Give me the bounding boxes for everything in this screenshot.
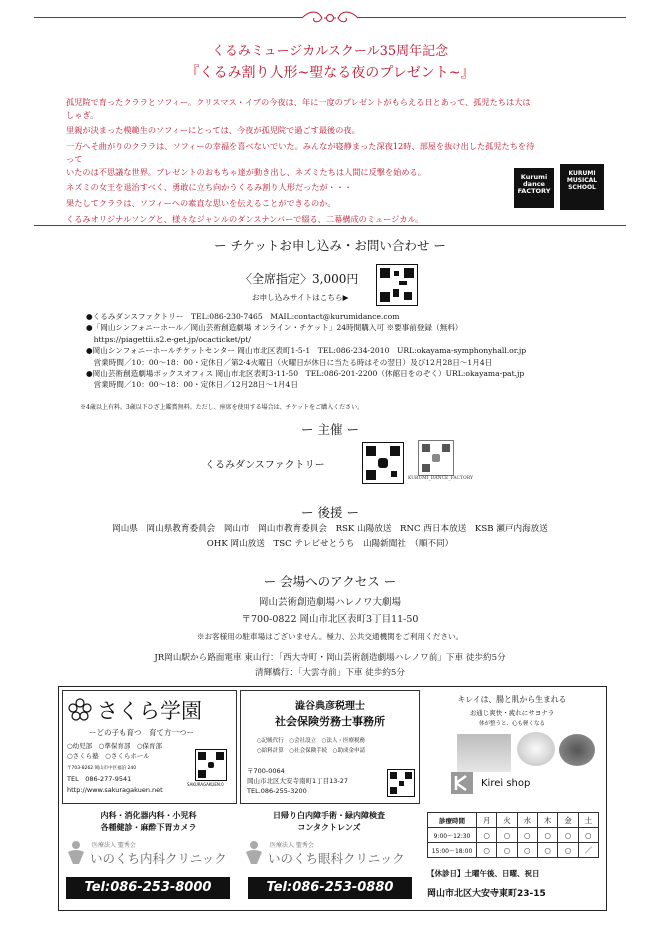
- kirei-product-photo: [457, 734, 511, 772]
- support-line: OHK 岡山放送 TSC テレビせとうち 山陽新聞社 （順不同）: [206, 539, 454, 550]
- parking-note: ※お客様用の駐車場はございません。極力、公共交通機関をご利用ください。: [196, 632, 464, 641]
- inokuchi-naika-ad: [62, 806, 235, 905]
- route-line: JR岡山駅から路面電車 東山行：「西大寺町・岡山芸術創造劇場ハレノワ前」下車 徒歩約5分: [154, 653, 506, 663]
- sakura-tagline: ーどの子も育つ 育て方一つー: [89, 728, 194, 737]
- story-line: ネズミの女王を退治すべく、勇敢に立ち向かうくるみ割り人形だったが・・・: [66, 182, 353, 193]
- sakura-flower-icon: [67, 697, 93, 723]
- support-heading: ー 後援 ー: [301, 505, 359, 520]
- story-line: 孤児院で育ったクララとソフィー。クリスマス・イブの今夜は、年に一度のプレゼントがもらえる日とあって、孤児たちは大はしゃぎ。: [66, 97, 531, 120]
- hours-row: 15:00〜18:00 ○ ○ ○ ○ ○ ／: [428, 843, 599, 858]
- event-title-line1: くるみミュージカルスクール35周年記念: [211, 44, 449, 59]
- kirei-sub2: 体が整うと、心も軽くなる: [478, 721, 545, 727]
- ticket-info-line: ●くるみダンスファクトリー TEL:086-230-7465 MAIL:contact@kurumidance.com: [86, 312, 400, 321]
- instagram-qr-code[interactable]: [418, 440, 454, 476]
- top-divider-right: [358, 17, 626, 18]
- ticket-info-line: ●「岡山シンフォニーホール／岡山芸術創造劇場 オンライン・チケット」24時間購入可 ※要事前登録（無料）: [86, 323, 463, 333]
- ticket-info-line: 営業時間／10：00～18：00・定休日／第2·4火曜日（火曜日が休日に当たる時はその翌日）及び12月28日～1月4日: [86, 357, 493, 367]
- story-text: [66, 96, 536, 225]
- story-line: 里親が決まった模範生のソフィーにとっては、今夜が孤児院で過ごす最後の夜。: [66, 125, 360, 136]
- naika-departments: 内科・消化器内科・小児科: [100, 811, 197, 820]
- organizer-name: くるみダンスファクトリー: [205, 460, 325, 471]
- organizer-heading: ー 主催 ー: [301, 422, 359, 437]
- clinic-person-icon: [66, 840, 86, 866]
- kurumi-dance-factory-logo: Kurumi dance FACTORY: [514, 168, 554, 208]
- sakura-name: さくら学園: [97, 699, 202, 723]
- shibutani-office-ad: [240, 690, 420, 804]
- naika-phone[interactable]: Tel:086-253-8000: [66, 877, 230, 899]
- shibutani-qr-code[interactable]: [387, 769, 415, 797]
- event-title-line2: 『くるみ割り人形~聖なる夜のプレゼント~』: [185, 65, 475, 81]
- venue-address: 〒700-0822 岡山市北区表町3丁目11-50: [241, 614, 419, 625]
- ticket-info-list: [86, 311, 606, 391]
- naika-corp: 医療法人 聖秀会: [92, 842, 136, 849]
- clinic-hours-panel: [423, 806, 601, 905]
- route-line: 清輝橋行：「大雲寺前」下車 徒歩約5分: [255, 668, 405, 678]
- story-line: 一方へそ曲がりのクララは、ソフィーの幸福を喜べないでいた。みんなが寝静まった深夜12時、部屋を抜け出した孤児たちを待って: [66, 141, 535, 164]
- kurumi-musical-school-logo: KURUMI MUSICAL SCHOOL: [560, 164, 604, 210]
- age-note: ※4歳以上有料。3歳以下ひざ上鑑賞無料。ただし、座席を使用する場合は、チケットをご購入ください。: [80, 404, 364, 411]
- naika-services: 各種健診・麻酔下胃カメラ: [100, 823, 197, 832]
- tickets-heading: ー チケットお申し込み・お問い合わせ ー: [214, 238, 446, 253]
- ganka-name: いのくち眼科クリニック: [268, 851, 405, 866]
- line-qr-code[interactable]: [362, 442, 404, 484]
- kirei-sub1: お通じ爽快・疲れにサヨナラ: [469, 709, 555, 717]
- ticket-info-line: ●岡山シンフォニーホールチケットセンター 岡山市北区表町1-5-1 TEL:086-234-2010 URL:okayama-symphonyhall.or.jp: [86, 346, 527, 356]
- shibutani-services: ○記帳代行 ○会社設立 ○法人・医療税務 ○給料計算 ○社会保険手続 ○助成金申請: [257, 738, 365, 754]
- section-divider: [34, 225, 626, 226]
- ganka-corp: 医療法人 聖秀会: [270, 842, 314, 849]
- kirei-bowl-photo: [559, 734, 595, 766]
- ticket-url-link[interactable]: https://piagettii.s2.e-get.jp/ocacticket/pt/: [86, 334, 251, 344]
- kirei-headline: キレイは、腸と肌から生まれる: [457, 695, 567, 704]
- sakura-gakuen-ad: [62, 690, 237, 804]
- access-heading: ー 会場へのアクセス ー: [263, 574, 397, 589]
- clinic-person-icon: [244, 840, 264, 866]
- kirei-shop-name: Kirei shop: [481, 778, 531, 789]
- sakura-address: 〒703-8262 岡山市中区福泊 240: [67, 766, 137, 771]
- sakura-services: ○幼児部 ○準保育部 ○保育部 ○さくら塾 ○さくらホール: [67, 742, 163, 761]
- support-line: 岡山県 岡山県教育委員会 岡山市 岡山市教育委員会 RSK 山陽放送 RNC 西日本放送 KSB 瀬戸内海放送: [112, 524, 548, 534]
- ganka-phone[interactable]: Tel:086-253-0880: [248, 877, 412, 899]
- inokuchi-ganka-ad: [240, 806, 418, 905]
- closed-days: 【休診日】土曜午後、日曜、祝日: [427, 869, 540, 878]
- sakura-url[interactable]: http://www.sakuragakuen.net: [67, 786, 163, 794]
- ticket-info-line: 営業時間／10：00～18：00・定休日／12月28日～1月4日: [86, 380, 298, 390]
- venue-name: 岡山芸術創造劇場ハレノワ大劇場: [258, 597, 402, 608]
- kirei-logo-icon: [451, 772, 473, 794]
- hours-row: 9:00〜12:30 ○ ○ ○ ○ ○ ○: [428, 828, 599, 843]
- ticket-info-line: ●岡山芸術創造劇場ボックスオフィス 岡山市北区表町3-11-50 TEL:086-201-2200（休館日をのぞく）URL:okayama-pat.jp: [86, 368, 525, 378]
- clinic-address: 岡山市北区大安寺東町23-15: [427, 889, 546, 899]
- ticket-qr-code[interactable]: [376, 264, 418, 306]
- shibutani-contact: 〒700-0064 岡山市北区大安寺南町1丁目13-27 TEL.086-255-3200: [247, 767, 349, 795]
- apply-site-link[interactable]: お申し込みサイトはこちら▶: [252, 293, 349, 302]
- shibutani-title2: 社会保険労務士事務所: [275, 715, 385, 728]
- clinic-hours-table: [427, 812, 599, 858]
- ticket-price: 〈全席指定〉3,000円: [240, 272, 359, 286]
- flourish-ornament-icon: [300, 8, 360, 28]
- shibutani-title1: 澁谷典彦税理士: [295, 701, 365, 712]
- hours-header-row: 診療時間 月 火 水 木 金 土: [428, 813, 599, 828]
- ganka-departments: 日帰り白内障手術・緑内障検査: [273, 811, 385, 820]
- sakura-qr-code[interactable]: [195, 749, 227, 781]
- kirei-drink-photo: [517, 732, 555, 766]
- naika-name: いのくち内科クリニック: [90, 851, 227, 866]
- support-list: [0, 522, 660, 552]
- instagram-handle: KURUMI_DANCE_FACTORY: [408, 476, 473, 481]
- story-line: 果たしてクララは、ソフィーへの素直な思いを伝えることができるのか。: [66, 197, 336, 208]
- sakura-tel: TEL 086-277-9541: [67, 775, 132, 783]
- top-divider-left: [34, 17, 302, 18]
- ganka-services: コンタクトレンズ: [297, 823, 361, 832]
- story-line: くるみオリジナルソングと、様々なジャンルのダンスナンバーで綴る、二幕構成のミュージカル。: [66, 213, 424, 224]
- story-line: いたのは不思議な世界。プレゼントのおもちゃ達が動き出し、ネズミたちは人間に反撃を始める。: [66, 166, 426, 177]
- sakura-instagram-handle: SAKURAGAKUEN.0: [187, 782, 224, 787]
- kirei-shop-ad: [423, 690, 601, 802]
